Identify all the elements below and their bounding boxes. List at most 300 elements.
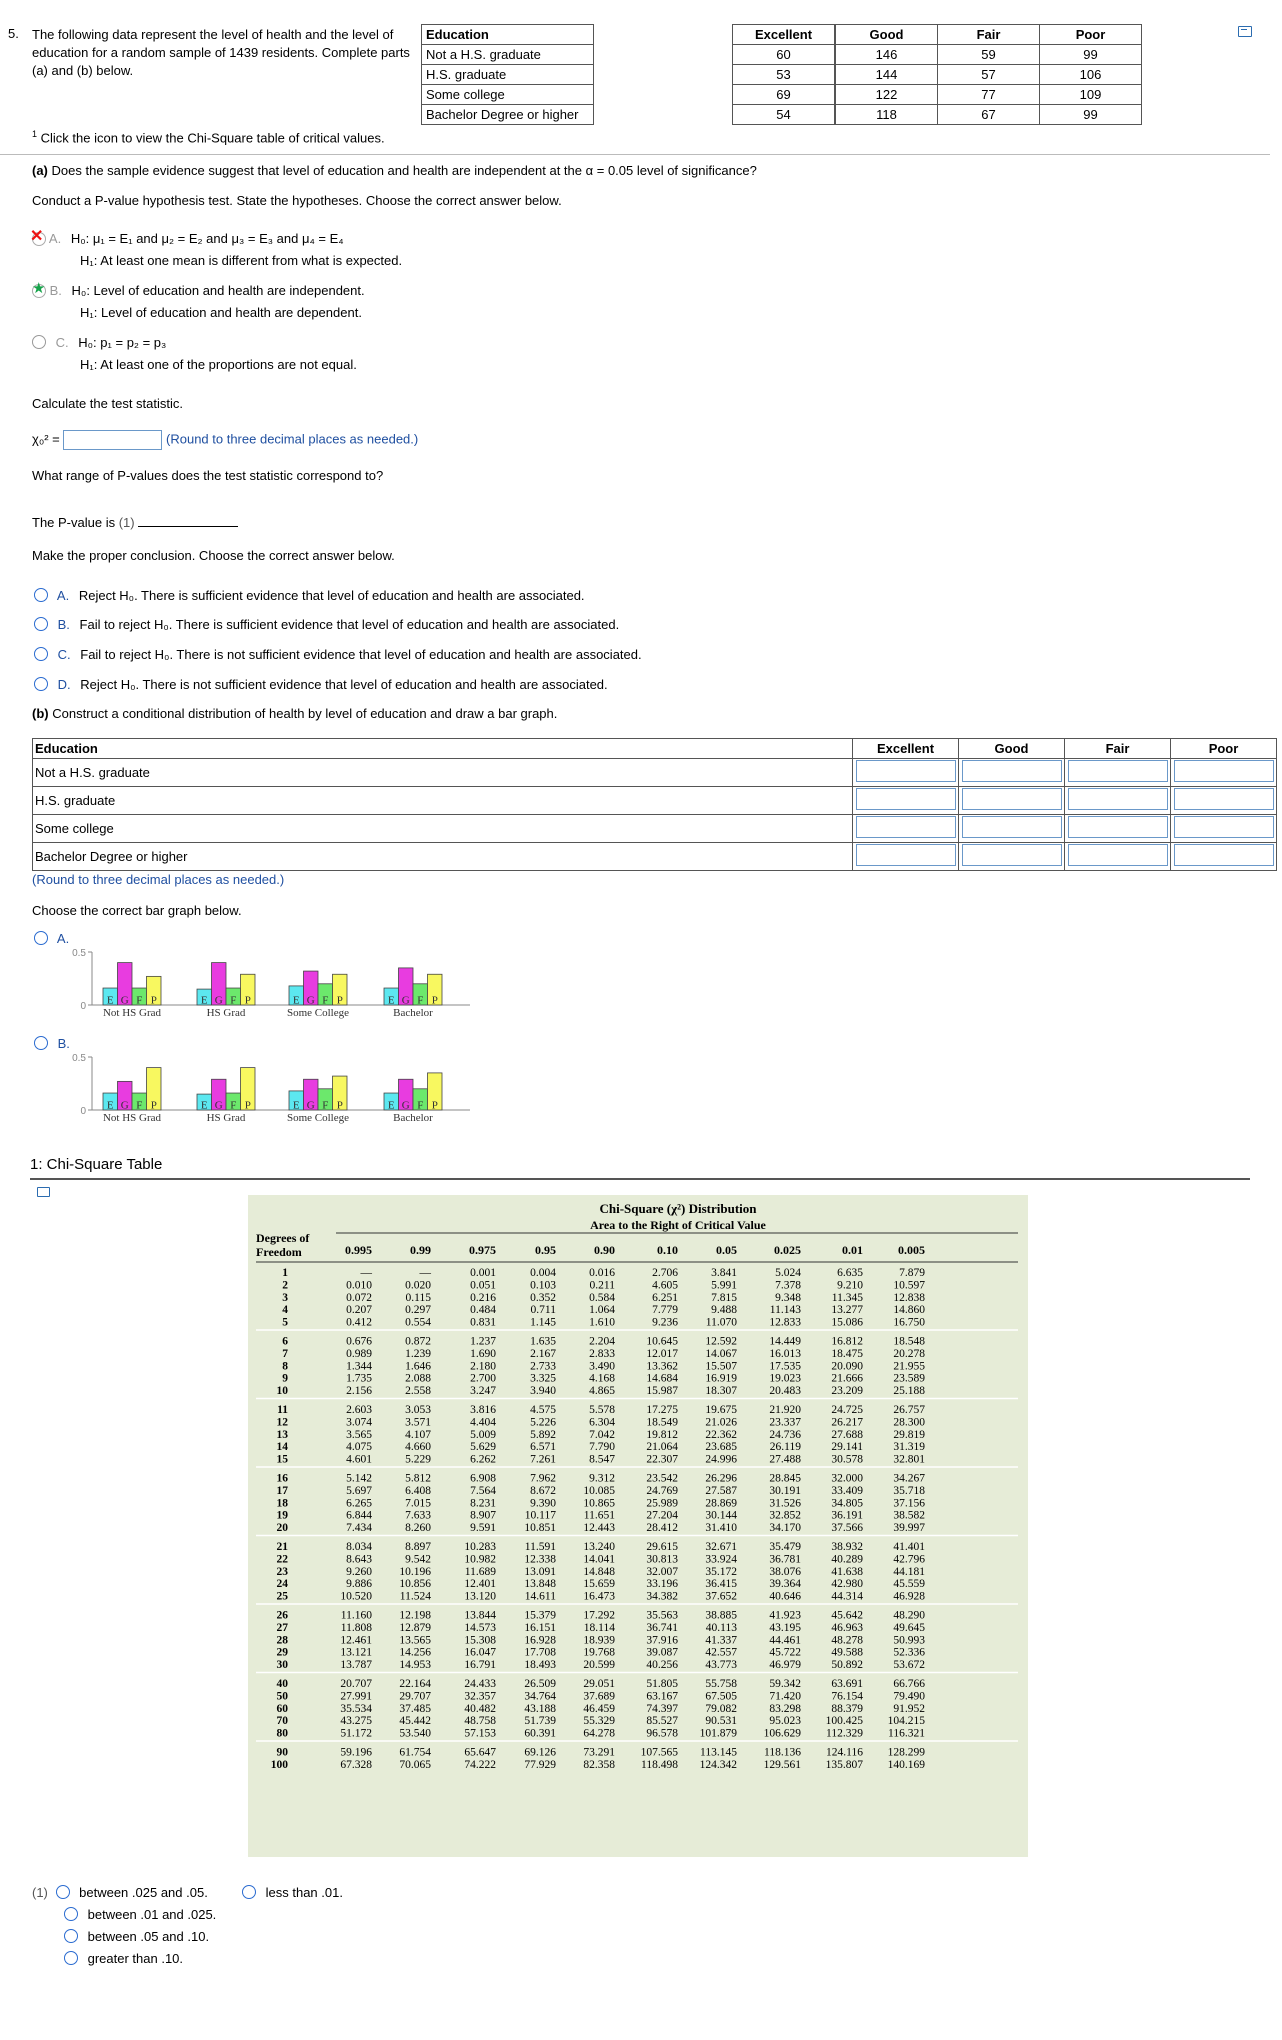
critical-value: —	[419, 1267, 431, 1279]
critical-value: 36.741	[646, 1621, 678, 1634]
critical-value: 35.563	[646, 1609, 678, 1622]
critical-value: 69.126	[524, 1746, 556, 1759]
critical-value: 11.651	[583, 1509, 615, 1522]
table-row	[33, 759, 1277, 787]
critical-value: 33.924	[705, 1553, 737, 1566]
critical-value: 124.342	[699, 1758, 737, 1771]
critical-value: 3.247	[470, 1385, 496, 1398]
df-value: 27	[276, 1621, 288, 1634]
critical-value: 16.750	[893, 1316, 925, 1329]
part-a-prompt	[32, 163, 757, 178]
critical-value: 1.145	[530, 1316, 556, 1329]
critical-value: 34.805	[831, 1497, 863, 1510]
cond-input[interactable]	[856, 760, 956, 782]
critical-value: 79.082	[705, 1702, 737, 1715]
bar-letter: E	[387, 994, 395, 1007]
alpha-header: 0.975	[469, 1243, 496, 1257]
critical-value: 16.151	[524, 1621, 556, 1634]
calc-label: Calculate the test statistic.	[32, 396, 184, 411]
critical-value: 14.067	[705, 1347, 737, 1360]
critical-value: 10.117	[524, 1509, 556, 1522]
critical-value: 15.379	[524, 1609, 556, 1622]
conclusion-option-b[interactable]	[34, 617, 619, 632]
cell: 59	[938, 45, 1040, 65]
table-row	[33, 787, 1277, 815]
alt-hypothesis: H₁: At least one mean is different from what is expected.	[80, 253, 403, 268]
critical-value: 6.262	[470, 1453, 496, 1466]
df-value: 14	[276, 1441, 288, 1454]
critical-value: 20.278	[893, 1347, 925, 1360]
df-value: 18	[276, 1497, 288, 1510]
cond-input[interactable]	[962, 788, 1062, 810]
df-value: 22	[276, 1553, 288, 1566]
critical-value: 63.167	[646, 1690, 678, 1703]
bar-letter: G	[401, 1099, 410, 1112]
cond-input[interactable]	[1068, 816, 1168, 838]
critical-value: 13.091	[524, 1565, 556, 1578]
option-text: Reject H₀. There is sufficient evidence that level of education and health are associated.	[78, 588, 585, 603]
critical-value: 10.865	[583, 1497, 615, 1510]
radio-icon[interactable]	[64, 1951, 78, 1965]
critical-value: 7.633	[405, 1509, 431, 1522]
critical-value: 12.017	[646, 1347, 678, 1360]
bar-letter: P	[150, 1099, 157, 1112]
df-value: 70	[276, 1715, 288, 1728]
bar-letter: F	[230, 1099, 237, 1112]
critical-value: 39.087	[646, 1646, 678, 1659]
critical-value: 5.578	[589, 1404, 615, 1416]
correct-star-icon: ★	[32, 280, 46, 297]
critical-value: 20.599	[583, 1659, 615, 1672]
critical-value: 43.188	[524, 1702, 556, 1715]
critical-value: 10.283	[464, 1541, 496, 1553]
critical-value: 40.482	[464, 1702, 496, 1715]
cond-input[interactable]	[1068, 844, 1168, 866]
critical-value: 7.042	[589, 1428, 615, 1441]
critical-value: 85.527	[646, 1715, 678, 1728]
critical-value: 18.549	[646, 1416, 678, 1429]
cell: 118	[836, 105, 938, 125]
cell: 99	[1040, 105, 1142, 125]
null-hypothesis: H₀: p₁ = p₂ = p₃	[78, 335, 167, 350]
cond-table-header: Excellent	[853, 739, 959, 759]
critical-value: 2.700	[470, 1372, 496, 1385]
row-category: H.S. graduate	[33, 787, 853, 815]
critical-value: 8.643	[346, 1553, 372, 1566]
critical-value: 0.216	[470, 1291, 496, 1304]
critical-value: 16.928	[524, 1634, 556, 1647]
alpha-header: 0.99	[410, 1243, 431, 1257]
pvalue-label: The P-value is	[32, 515, 116, 530]
critical-value: 0.004	[530, 1267, 556, 1279]
row-category: Not a H.S. graduate	[33, 759, 853, 787]
critical-value: 0.584	[589, 1291, 615, 1304]
cond-table-header: Poor	[1171, 739, 1277, 759]
expand-icon[interactable]	[37, 1187, 50, 1197]
bar-letter: P	[244, 1099, 251, 1112]
critical-value: 118.136	[764, 1746, 801, 1759]
critical-value: 6.571	[530, 1441, 556, 1454]
bar-letter: P	[431, 1099, 438, 1112]
critical-value: 8.547	[589, 1453, 615, 1466]
option-text: between .025 and .05.	[79, 1885, 208, 1900]
category-label: Not HS Grad	[102, 1112, 162, 1124]
critical-value: 26.757	[893, 1404, 925, 1416]
critical-value: 0.412	[346, 1316, 372, 1329]
critical-value: 34.170	[769, 1522, 801, 1535]
critical-value: 40.646	[769, 1590, 801, 1603]
critical-value: 43.195	[769, 1621, 801, 1634]
alpha-header: 0.01	[842, 1243, 863, 1257]
critical-value: 32.007	[646, 1565, 678, 1578]
conclusion-option-d[interactable]	[34, 677, 608, 692]
df-value: 13	[276, 1428, 288, 1441]
cond-input[interactable]	[856, 844, 956, 866]
option-letter: B.	[49, 283, 62, 298]
critical-value: 5.226	[530, 1416, 556, 1429]
critical-value: 11.070	[705, 1316, 737, 1329]
critical-value: 55.329	[583, 1715, 615, 1728]
critical-value: 17.275	[646, 1404, 678, 1416]
critical-value: 10.196	[399, 1565, 431, 1578]
critical-value: 67.505	[705, 1690, 737, 1703]
critical-value: 8.231	[470, 1497, 496, 1510]
critical-value: 11.143	[769, 1304, 801, 1317]
critical-value: 140.169	[887, 1758, 925, 1771]
critical-value: 74.222	[464, 1758, 496, 1771]
category-label: Bachelor	[393, 1007, 433, 1019]
critical-value: 88.379	[831, 1702, 863, 1715]
bar-graph-a-svg	[70, 945, 490, 1025]
cond-input[interactable]	[1068, 760, 1168, 782]
critical-value: 46.459	[583, 1702, 615, 1715]
critical-value: 19.812	[646, 1428, 678, 1441]
critical-value: 9.260	[346, 1565, 372, 1578]
critical-value: 10.851	[524, 1522, 556, 1535]
critical-value: 46.979	[769, 1659, 801, 1672]
critical-value: 59.196	[340, 1746, 372, 1759]
critical-value: 9.312	[589, 1472, 615, 1485]
critical-value: 9.348	[775, 1291, 801, 1304]
df-value: 21	[276, 1541, 288, 1553]
critical-value: 0.001	[470, 1267, 496, 1279]
critical-value: 64.278	[583, 1727, 615, 1740]
critical-value: 2.558	[405, 1385, 431, 1398]
critical-value: 129.561	[763, 1758, 801, 1771]
critical-value: 28.869	[705, 1497, 737, 1510]
critical-value: 28.845	[769, 1472, 801, 1485]
data-table	[421, 24, 1142, 125]
critical-value: 0.297	[405, 1304, 431, 1317]
bar-letter: F	[322, 1099, 329, 1112]
critical-value: 31.526	[769, 1497, 801, 1510]
pvalue-option[interactable]	[64, 1907, 216, 1922]
bar-letter: G	[120, 1099, 129, 1112]
bar-letter: F	[322, 994, 329, 1007]
radio-icon[interactable]	[34, 588, 48, 602]
critical-value: 23.209	[831, 1385, 863, 1398]
critical-value: 49.645	[893, 1621, 925, 1634]
critical-value: 29.819	[893, 1428, 925, 1441]
critical-value: 5.812	[405, 1472, 431, 1485]
critical-value: 4.075	[346, 1441, 372, 1454]
bar-letter: P	[336, 1099, 343, 1112]
bar-letter: F	[136, 994, 143, 1007]
critical-value: 28.412	[646, 1522, 678, 1535]
critical-value: 9.488	[711, 1304, 737, 1317]
radio-icon[interactable]	[34, 647, 48, 661]
critical-value: 7.564	[470, 1484, 496, 1497]
radio-icon[interactable]	[56, 1885, 70, 1899]
critical-value: 4.601	[346, 1453, 372, 1466]
chi-table-svg	[248, 1195, 1028, 1857]
critical-value: 18.548	[893, 1335, 925, 1348]
critical-value: 37.652	[705, 1590, 737, 1603]
critical-value: 19.023	[769, 1372, 801, 1385]
critical-value: 41.337	[705, 1634, 737, 1647]
critical-value: 13.565	[399, 1634, 431, 1647]
graph-option-a[interactable]	[34, 931, 75, 946]
critical-value: 12.461	[340, 1634, 372, 1647]
df-value: 10	[276, 1385, 288, 1398]
critical-value: 15.086	[831, 1316, 863, 1329]
cond-input[interactable]	[1174, 844, 1274, 866]
alpha-header: 0.10	[657, 1243, 678, 1257]
critical-value: 23.337	[769, 1416, 801, 1429]
critical-value: 70.065	[399, 1758, 431, 1771]
critical-value: 13.277	[831, 1304, 863, 1317]
critical-value: 1.064	[589, 1304, 615, 1317]
critical-value: 17.535	[769, 1360, 801, 1373]
critical-value: 30.813	[646, 1553, 678, 1566]
critical-value: 0.676	[346, 1335, 372, 1348]
critical-value: 32.000	[831, 1472, 863, 1485]
chi-square-table	[248, 1195, 1028, 1857]
critical-value: 5.229	[405, 1453, 431, 1466]
alt-hypothesis: H₁: Level of education and health are dependent.	[80, 305, 362, 320]
footnote-marker: 1	[32, 129, 38, 139]
pvalue-option[interactable]	[64, 1951, 183, 1966]
critical-value: 14.573	[464, 1621, 496, 1634]
critical-value: 12.833	[769, 1316, 801, 1329]
bar-letter: G	[214, 994, 223, 1007]
cell: 67	[938, 105, 1040, 125]
critical-value: 42.557	[705, 1646, 737, 1659]
critical-value: 1.735	[346, 1372, 372, 1385]
df-value: 9	[282, 1372, 288, 1385]
chi-table-subtitle: Area to the Right of Critical Value	[590, 1218, 766, 1232]
table-row	[33, 815, 1277, 843]
critical-value: 16.812	[831, 1335, 863, 1348]
critical-value: 3.053	[405, 1404, 431, 1416]
critical-value: 43.275	[340, 1715, 372, 1728]
radio-icon[interactable]	[64, 1929, 78, 1943]
radio-icon[interactable]	[34, 677, 48, 691]
df-value: 80	[276, 1727, 288, 1740]
critical-value: 10.856	[399, 1578, 431, 1591]
cond-input[interactable]	[962, 816, 1062, 838]
cond-input[interactable]	[1068, 788, 1168, 810]
critical-value: 14.860	[893, 1304, 925, 1317]
critical-value: 16.791	[464, 1659, 496, 1672]
bar-letter: E	[387, 1099, 395, 1112]
critical-value: 2.180	[470, 1360, 496, 1373]
critical-value: 37.156	[893, 1497, 925, 1510]
critical-value: 33.409	[831, 1484, 863, 1497]
cond-input[interactable]	[962, 844, 1062, 866]
cell: 77	[938, 85, 1040, 105]
cond-input[interactable]	[1174, 760, 1274, 782]
critical-value: 116.321	[888, 1727, 925, 1740]
hypothesis-option-c[interactable]	[32, 335, 166, 350]
df-value: 30	[276, 1659, 288, 1672]
pvalue-option[interactable]	[242, 1885, 343, 1900]
critical-value: 11.591	[524, 1541, 556, 1553]
critical-value: 29.615	[646, 1541, 678, 1553]
critical-value: 76.154	[831, 1690, 863, 1703]
hypothesis-option-b[interactable]	[32, 280, 365, 298]
critical-value: 18.307	[705, 1385, 737, 1398]
critical-value: 7.879	[899, 1267, 925, 1279]
critical-value: 38.885	[705, 1609, 737, 1622]
critical-value: 20.707	[340, 1678, 372, 1690]
critical-value: 40.113	[705, 1621, 737, 1634]
critical-value: 14.449	[769, 1335, 801, 1348]
pvalue-option[interactable]	[64, 1929, 209, 1944]
graph-option-b[interactable]	[34, 1036, 76, 1051]
critical-value: 21.026	[705, 1416, 737, 1429]
df-value: 25	[276, 1590, 288, 1603]
radio-icon[interactable]	[242, 1885, 256, 1899]
critical-value: 21.666	[831, 1372, 863, 1385]
table-row	[422, 65, 1142, 85]
cond-input[interactable]	[856, 816, 956, 838]
radio-icon[interactable]	[64, 1907, 78, 1921]
bar-letter: P	[244, 994, 251, 1007]
critical-value: 1.610	[589, 1316, 615, 1329]
critical-value: 4.575	[530, 1404, 556, 1416]
critical-value: 5.142	[346, 1472, 372, 1485]
critical-value: 51.172	[340, 1727, 372, 1740]
critical-value: 14.256	[399, 1646, 431, 1659]
df-value: 50	[276, 1690, 288, 1703]
critical-value: 19.768	[583, 1646, 615, 1659]
radio-icon[interactable]	[34, 617, 48, 631]
critical-value: 96.578	[646, 1727, 678, 1740]
category-label: HS Grad	[206, 1007, 246, 1019]
critical-value: 46.963	[831, 1621, 863, 1634]
critical-value: 106.629	[763, 1727, 801, 1740]
critical-value: 14.041	[583, 1553, 615, 1566]
critical-value: 8.672	[530, 1484, 556, 1497]
critical-value: 53.540	[399, 1727, 431, 1740]
critical-value: 6.304	[589, 1416, 615, 1429]
row-category: Some college	[33, 815, 853, 843]
table-row	[33, 843, 1277, 871]
chi-table-footnote[interactable]	[32, 129, 385, 145]
option-text: between .05 and .10.	[87, 1929, 210, 1944]
critical-value: 4.107	[405, 1428, 431, 1441]
critical-value: 6.265	[346, 1497, 372, 1510]
critical-value: 18.114	[583, 1621, 615, 1634]
df-value: 29	[276, 1646, 288, 1659]
data-table-header: Fair	[938, 25, 1040, 45]
critical-value: 29.707	[399, 1690, 431, 1703]
critical-value: 2.833	[589, 1347, 615, 1360]
bar-letter: E	[292, 1099, 300, 1112]
critical-value: 0.831	[470, 1316, 496, 1329]
df-label: Freedom	[256, 1245, 302, 1259]
critical-value: 33.196	[646, 1578, 678, 1591]
critical-value: 18.493	[524, 1659, 556, 1672]
critical-value: 11.345	[831, 1291, 863, 1304]
pvalue-dropdown[interactable]	[138, 514, 238, 527]
critical-value: 49.588	[831, 1646, 863, 1659]
critical-value: 15.987	[646, 1385, 678, 1398]
bar-letter: P	[431, 994, 438, 1007]
critical-value: 21.064	[646, 1441, 678, 1454]
test-statistic-input[interactable]	[63, 430, 162, 450]
radio-icon[interactable]	[32, 335, 46, 349]
cond-input[interactable]	[856, 788, 956, 810]
df-value: 6	[282, 1335, 288, 1348]
cond-input[interactable]	[1174, 788, 1274, 810]
cond-input[interactable]	[962, 760, 1062, 782]
conclusion-prompt: Make the proper conclusion. Choose the correct answer below.	[32, 548, 395, 563]
critical-value: 42.796	[893, 1553, 925, 1566]
critical-value: 9.591	[470, 1522, 496, 1535]
cond-table-header: Fair	[1065, 739, 1171, 759]
df-value: 23	[276, 1565, 288, 1578]
df-value: 11	[277, 1404, 288, 1416]
critical-value: 37.916	[646, 1634, 678, 1647]
conclusion-option-c[interactable]	[34, 647, 642, 662]
critical-value: 20.483	[769, 1385, 801, 1398]
critical-value: 0.989	[346, 1347, 372, 1360]
conclusion-option-a[interactable]	[34, 588, 585, 603]
critical-value: 48.278	[831, 1634, 863, 1647]
critical-value: 45.722	[769, 1646, 801, 1659]
critical-value: 25.188	[893, 1385, 925, 1398]
df-value: 16	[276, 1472, 288, 1485]
expand-icon[interactable]	[1238, 26, 1252, 37]
critical-value: 14.953	[399, 1659, 431, 1672]
data-table-header: Excellent	[733, 25, 835, 45]
critical-value: 31.410	[705, 1522, 737, 1535]
critical-value: 112.329	[826, 1727, 863, 1740]
critical-value: 59.342	[769, 1678, 801, 1690]
pvalue-option[interactable]	[32, 1885, 208, 1900]
critical-value: 82.358	[583, 1758, 615, 1771]
critical-value: 45.442	[399, 1715, 431, 1728]
critical-value: 91.952	[893, 1702, 925, 1715]
radio-icon[interactable]	[34, 1036, 48, 1050]
critical-value: 2.706	[652, 1267, 678, 1279]
cond-input[interactable]	[1174, 816, 1274, 838]
category-label: Some College	[286, 1007, 350, 1019]
critical-value: 0.207	[346, 1304, 372, 1317]
critical-value: 31.319	[893, 1441, 925, 1454]
critical-value: 29.051	[583, 1678, 615, 1690]
hypothesis-option-a[interactable]	[30, 228, 344, 246]
critical-value: 34.764	[524, 1690, 556, 1703]
critical-value: 53.672	[893, 1659, 925, 1672]
table-row	[422, 105, 1142, 125]
category-label: Some College	[286, 1112, 350, 1124]
radio-icon[interactable]	[34, 931, 48, 945]
row-category: Not a H.S. graduate	[422, 45, 594, 65]
critical-value: 100.425	[825, 1715, 863, 1728]
